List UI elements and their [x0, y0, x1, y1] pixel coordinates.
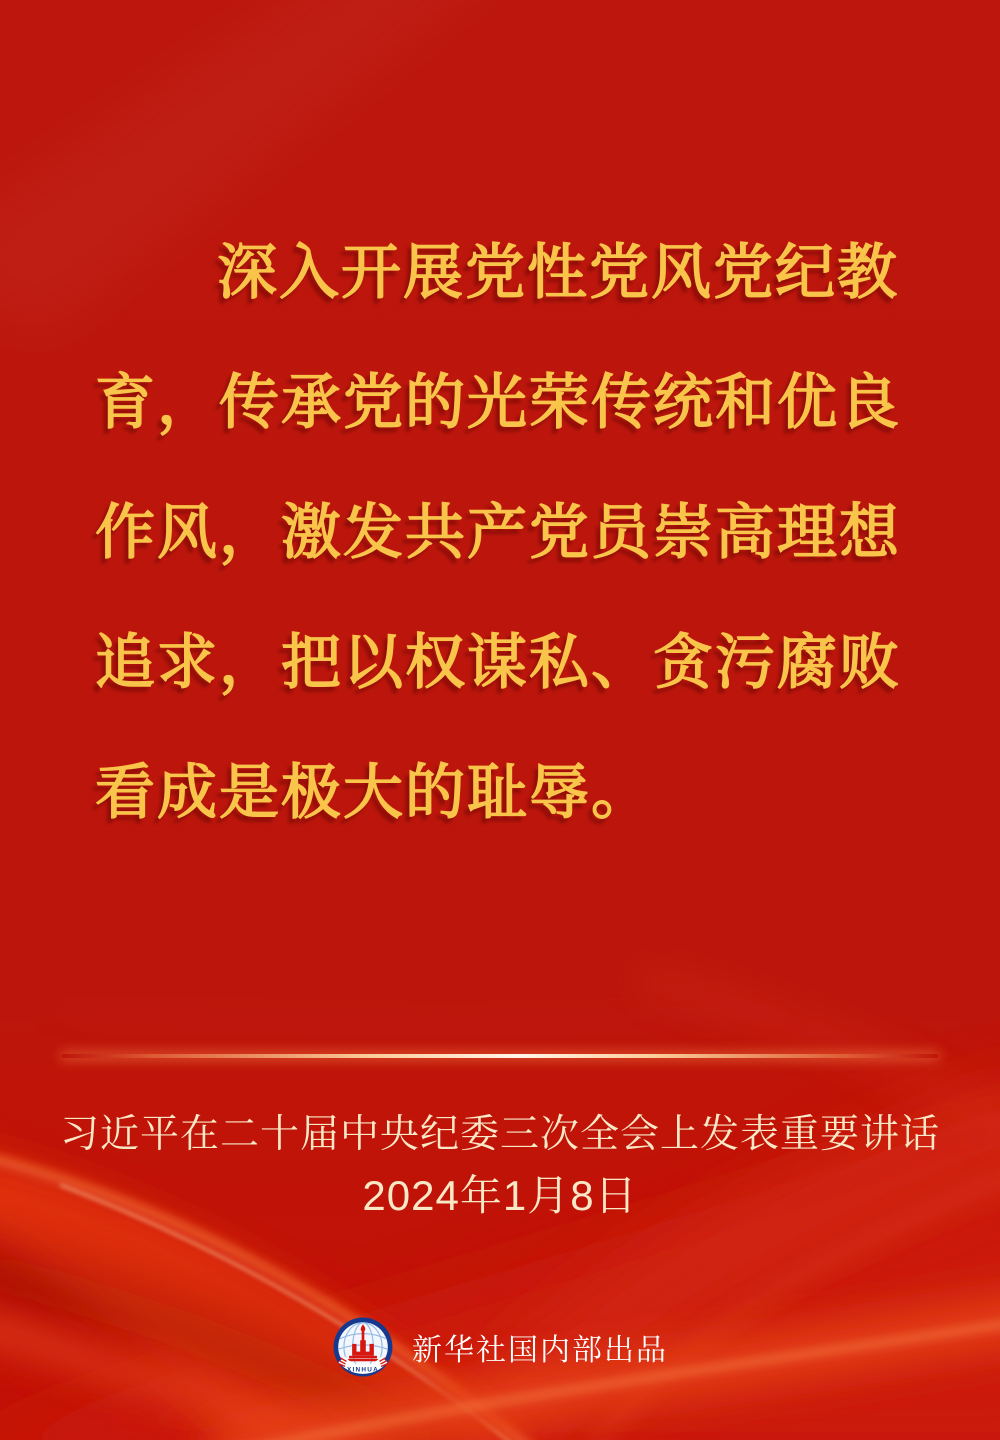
quote-line: 追求，把以权谋私、贪污腐败	[95, 630, 901, 696]
quote-line: 看成是极大的耻辱。	[95, 760, 653, 826]
attribution-speech: 习近平在二十届中央纪委三次全会上发表重要讲话	[59, 1113, 940, 1156]
quote-line: 育，传承党的光荣传统和优良	[95, 370, 901, 436]
xinhua-logo-icon	[332, 1316, 394, 1378]
xinhua-logo-text: XINHUA	[347, 1366, 379, 1374]
quote-text	[95, 208, 920, 858]
attribution-date: 2024年1月8日	[362, 1172, 638, 1219]
footer	[0, 1316, 1000, 1378]
quote-line: 深入开展党性党风党纪教	[217, 240, 899, 306]
light-divider	[62, 1054, 938, 1058]
publisher-label: 新华社国内部出品	[412, 1334, 668, 1367]
quote-line: 作风，激发共产党员崇高理想	[95, 500, 901, 566]
